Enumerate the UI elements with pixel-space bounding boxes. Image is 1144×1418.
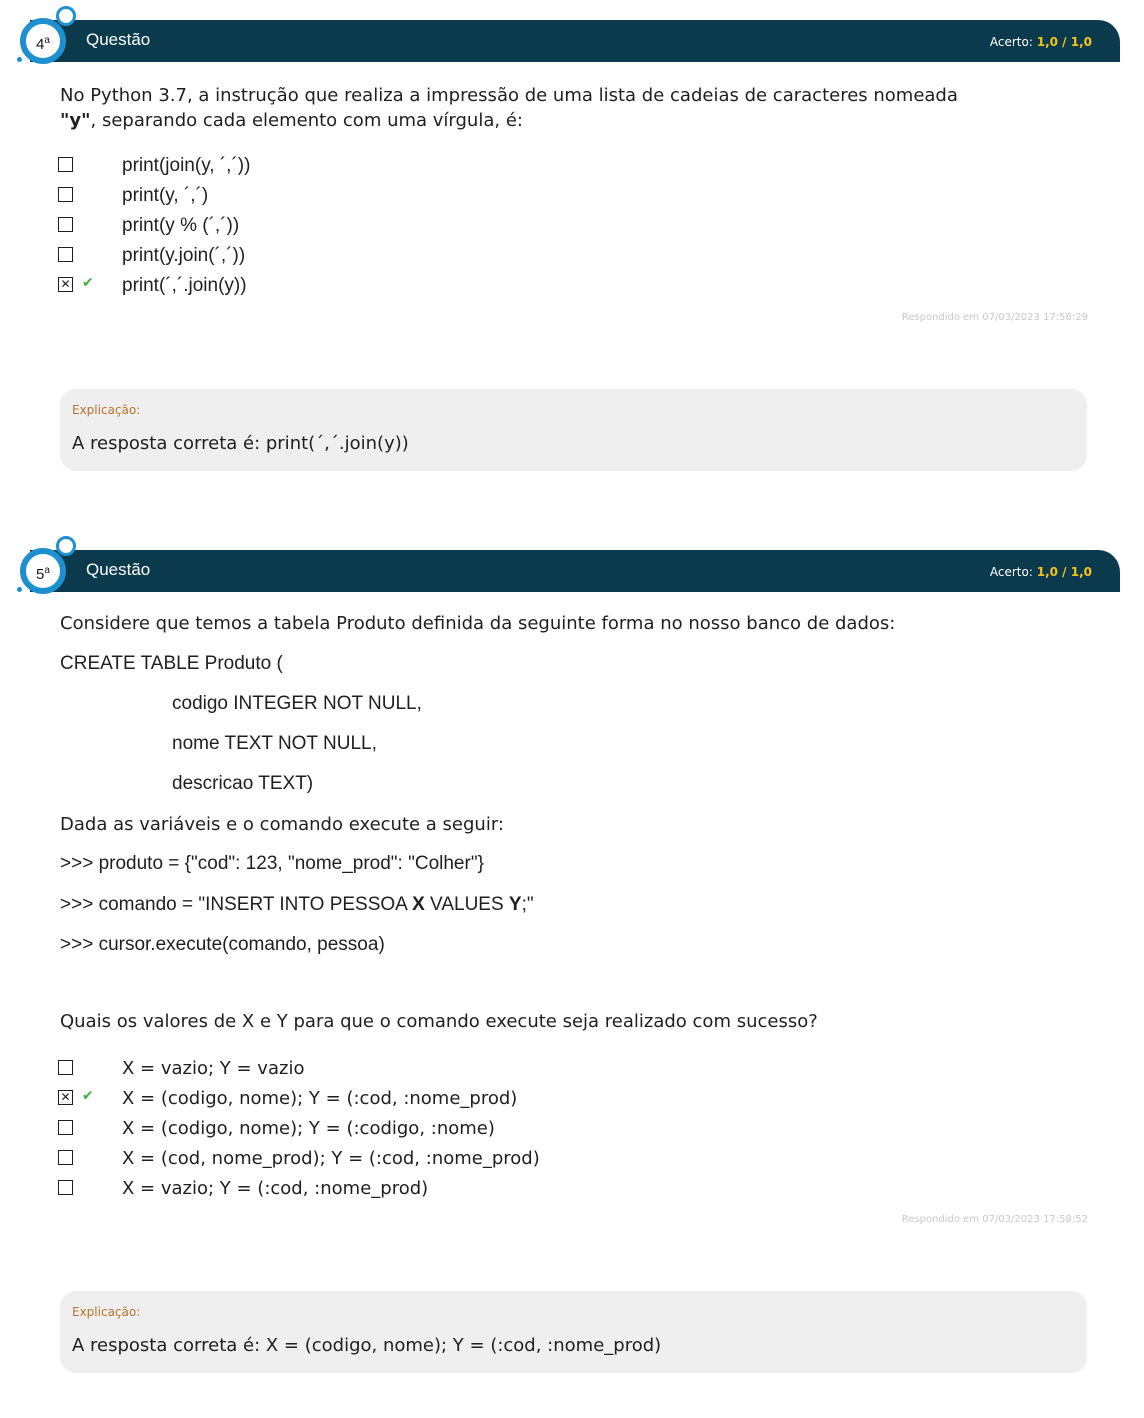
question-prompt: No Python 3.7, a instrução que realiza a impressão de uma lista de cadeias de caracteres nomeada "y", separando cada elemento com uma vírgula, é: bbox=[60, 85, 958, 131]
option-label: print(join(y, ´,´)) bbox=[122, 155, 251, 176]
score: Acerto: 1,0 / 1,0 bbox=[989, 35, 1092, 49]
option-label: print(´,´.join(y)) bbox=[122, 275, 247, 296]
checkbox[interactable] bbox=[58, 217, 73, 232]
question-title: Questão bbox=[86, 560, 151, 579]
badge-bubble-icon bbox=[56, 6, 76, 26]
question-intro: Considere que temos a tabela Produto definida da seguinte forma no nosso banco de dados: bbox=[60, 613, 896, 634]
option-label: X = vazio; Y = vazio bbox=[122, 1058, 305, 1079]
checkbox[interactable] bbox=[58, 1060, 73, 1075]
option-label: print(y, ´,´) bbox=[122, 185, 209, 206]
checkbox[interactable] bbox=[58, 187, 73, 202]
checkbox-checked[interactable]: ✕ bbox=[58, 277, 73, 292]
sql-column: descricao TEXT) bbox=[172, 773, 314, 794]
question-4-header bbox=[30, 20, 1120, 62]
checkbox[interactable] bbox=[58, 1180, 73, 1195]
code-line: >>> comando = "INSERT INTO PESSOA X VALUES Y;" bbox=[60, 894, 534, 915]
explanation-box bbox=[60, 389, 1087, 471]
code-line: >>> produto = {"cod": 123, "nome_prod": "Colher"} bbox=[60, 853, 484, 874]
given-text: Dada as variáveis e o comando execute a seguir: bbox=[60, 814, 504, 835]
question-number-badge: 4$^a$ bbox=[20, 18, 66, 64]
checkbox[interactable] bbox=[58, 1120, 73, 1135]
explanation-text: A resposta correta é: X = (codigo, nome); Y = (:cod, :nome_prod) bbox=[72, 1335, 662, 1356]
option-label: X = (cod, nome_prod); Y = (:cod, :nome_prod) bbox=[122, 1148, 540, 1169]
badge-dot-icon bbox=[17, 587, 22, 592]
explanation-title: Explicação: bbox=[72, 403, 141, 417]
code-line: >>> cursor.execute(comando, pessoa) bbox=[60, 934, 385, 955]
option-label: X = (codigo, nome); Y = (:cod, :nome_prod) bbox=[122, 1088, 518, 1109]
checkbox-checked[interactable]: ✕ bbox=[58, 1090, 73, 1105]
badge-bubble-icon bbox=[56, 536, 76, 556]
explanation-text: A resposta correta é: print(´,´.join(y)) bbox=[72, 433, 409, 454]
checkbox[interactable] bbox=[58, 1150, 73, 1165]
option-label: X = vazio; Y = (:cod, :nome_prod) bbox=[122, 1178, 429, 1199]
answered-timestamp: Respondido em 07/03/2023 17:58:29 bbox=[901, 312, 1088, 323]
sql-column: nome TEXT NOT NULL, bbox=[172, 733, 377, 754]
checkbox[interactable] bbox=[58, 247, 73, 262]
score: Acerto: 1,0 / 1,0 bbox=[989, 565, 1092, 579]
option-label: X = (codigo, nome); Y = (:codigo, :nome) bbox=[122, 1118, 495, 1139]
question-text: Quais os valores de X e Y para que o comando execute seja realizado com sucesso? bbox=[60, 1011, 818, 1032]
option-label: print(y.join(´,´)) bbox=[122, 245, 246, 266]
sql-column: codigo INTEGER NOT NULL, bbox=[172, 693, 422, 714]
correct-check-icon: ✔ bbox=[82, 1088, 94, 1104]
question-5-header bbox=[30, 550, 1120, 592]
badge-dot-icon bbox=[17, 57, 22, 62]
sql-create: CREATE TABLE Produto ( bbox=[60, 653, 283, 674]
checkbox[interactable] bbox=[58, 157, 73, 172]
answered-timestamp: Respondido em 07/03/2023 17:58:52 bbox=[901, 1214, 1088, 1225]
question-title: Questão bbox=[86, 30, 151, 49]
question-number-badge: 5$^a$ bbox=[20, 548, 66, 594]
option-label: print(y % (´,´)) bbox=[122, 215, 240, 236]
explanation-box bbox=[60, 1291, 1087, 1373]
explanation-title: Explicação: bbox=[72, 1305, 141, 1319]
correct-check-icon: ✔ bbox=[82, 275, 94, 291]
